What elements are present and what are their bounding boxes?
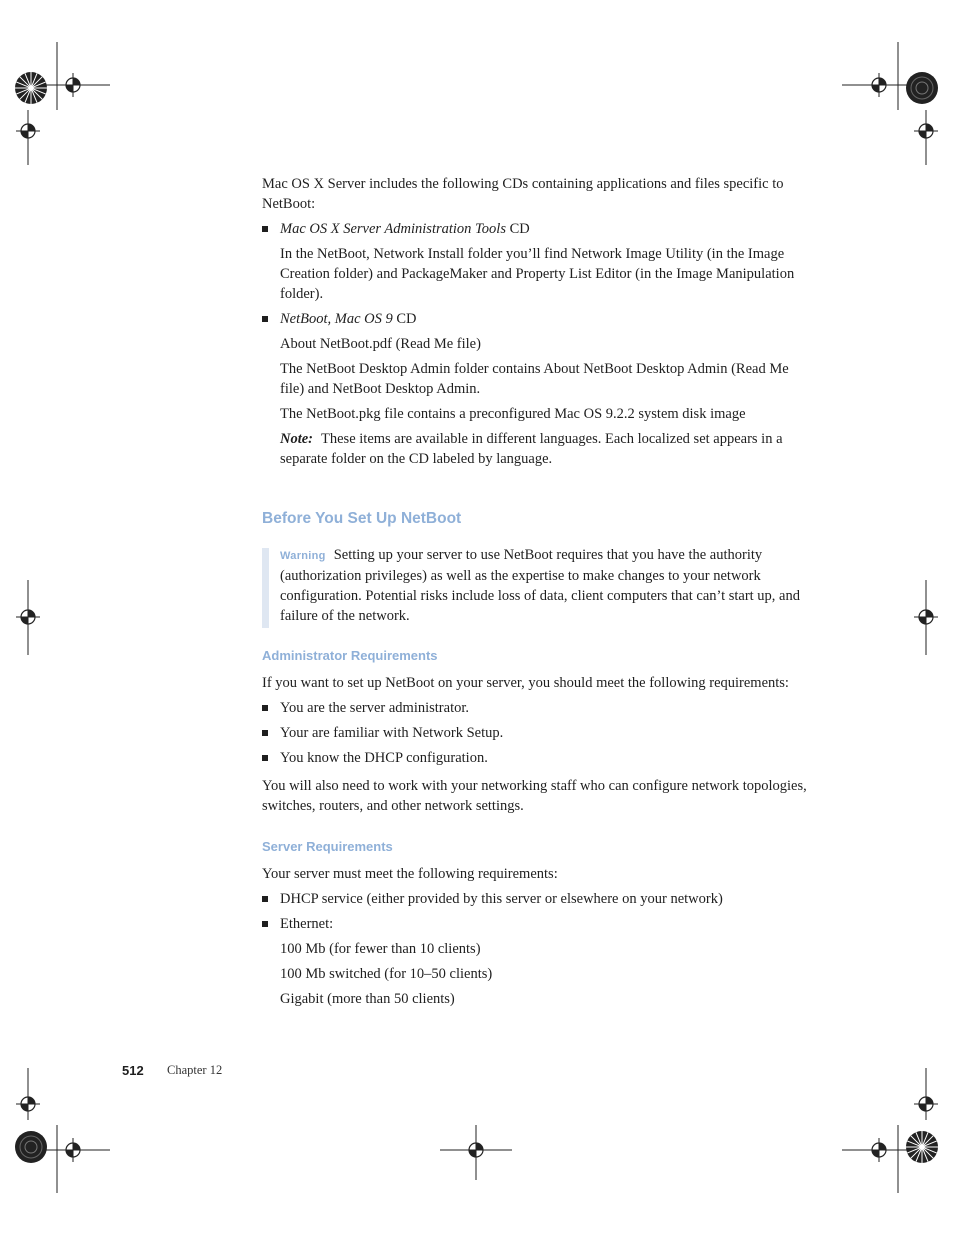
cd-title-suffix: CD — [505, 221, 530, 237]
server-req-intro: Your server must meet the following requirements: — [262, 866, 558, 882]
list-item: Your are familiar with Network Setup. — [280, 725, 504, 741]
warning-paragraph — [280, 545, 807, 626]
chapter-label: Chapter 12 — [167, 1063, 223, 1077]
intro-paragraph: Mac OS X Server includes the following CDs containing applications and files specific to NetBoot: — [262, 176, 784, 212]
admin-req-intro: If you want to set up NetBoot on your server, you should meet the following requirements: — [262, 675, 789, 691]
cd-item-line: The NetBoot Desktop Admin folder contains About NetBoot Desktop Admin (Read Me file) and NetBoot Desktop Admin. — [280, 361, 789, 397]
list-item: DHCP service (either provided by this server or elsewhere on your network) — [280, 891, 723, 907]
bullet-marker — [262, 705, 268, 711]
page-number: 512 — [122, 1063, 144, 1078]
cd-title: Mac OS X Server Administration Tools — [280, 221, 506, 237]
note-text: These items are available in different languages. Each localized set appears in a separate folder on the CD labeled by language. — [280, 431, 783, 467]
section-heading: Before You Set Up NetBoot — [262, 510, 462, 527]
ethernet-option: 100 Mb switched (for 10–50 clients) — [280, 966, 493, 982]
cd-item-line: The NetBoot.pkg file contains a preconfigured Mac OS 9.2.2 system disk image — [280, 406, 746, 422]
ethernet-option: Gigabit (more than 50 clients) — [280, 991, 455, 1007]
cd-item-line: About NetBoot.pdf (Read Me file) — [280, 336, 481, 352]
bullet-marker — [262, 755, 268, 761]
bullet-marker — [262, 316, 268, 322]
cd-item-netboot-os9 — [280, 309, 807, 329]
warning-text: Setting up your server to use NetBoot requires that you have the authority (authorization privileges) as well as the expertise to make changes to your network configuration. Potential risks include loss of data, client computers that can’t start up, and failure of the network. — [280, 547, 800, 624]
cd-title-suffix: CD — [392, 311, 417, 327]
note-label: Note: — [280, 431, 314, 447]
bullet-marker — [262, 896, 268, 902]
admin-req-outro: You will also need to work with your networking staff who can configure network topologies, switches, routers, and other network settings. — [262, 778, 807, 814]
list-item: You know the DHCP configuration. — [280, 750, 488, 766]
list-item: Ethernet: — [280, 916, 334, 932]
warning-bar — [262, 548, 269, 628]
warning-label: Warning — [280, 550, 326, 562]
bullet-marker — [262, 921, 268, 927]
bullet-marker — [262, 730, 268, 736]
note-paragraph — [280, 429, 807, 469]
cd-item-admin-tools — [280, 219, 807, 239]
cd-title: NetBoot, Mac OS 9 — [280, 311, 393, 327]
server-req-heading: Server Requirements — [262, 839, 393, 854]
cd-item-admin-tools-desc: In the NetBoot, Network Install folder you’ll find Network Image Utility (in the Image Creation folder) and PackageMaker and Property List Editor (in the Image Manipulation folder). — [280, 246, 795, 302]
list-item: You are the server administrator. — [280, 700, 469, 716]
ethernet-option: 100 Mb (for fewer than 10 clients) — [280, 941, 481, 957]
admin-req-heading: Administrator Requirements — [262, 648, 438, 663]
bullet-marker — [262, 226, 268, 232]
